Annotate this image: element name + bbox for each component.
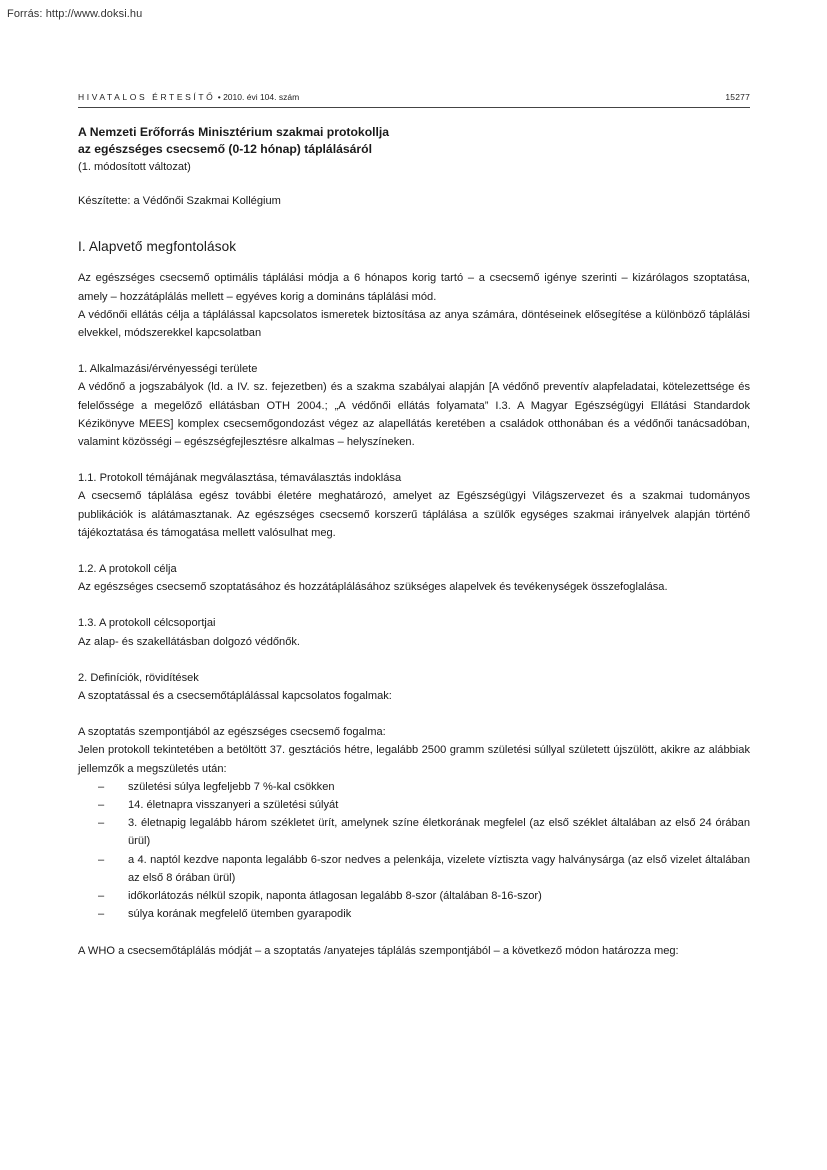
list-item: [78, 905, 750, 923]
running-header: [78, 92, 750, 102]
issue-number: 2010. évi 104. szám: [223, 92, 300, 102]
paragraph: A csecsemő táplálása egész további életére meghatározó, amelyet az Egészségügyi Világszervezet és a szakmai tudományos publikációk is alátámasztanak. Az egészséges csecsemő korszerű táplálása a szülők egységes szakmai irányelvek alapján történő tájékoztatása és támogatása mellett valósulhat meg.: [78, 490, 750, 539]
document-page: [78, 92, 750, 960]
definition-heading: A szoptatás szempontjából az egészséges csecsemő fogalma:: [78, 726, 386, 739]
author-line: Készítette: a Védőnői Szakmai Kollégium: [78, 195, 281, 208]
document-title: [78, 124, 750, 158]
list-item: [78, 851, 750, 887]
list-item-text: időkorlátozás nélkül szopik, naponta átlagosan legalább 8-szor (általában 8-16-szor): [128, 890, 542, 903]
version-note: (1. módosított változat): [78, 161, 191, 173]
list-item-text: súlya korának megfelelő ütemben gyarapodik: [128, 908, 352, 921]
subsection-heading: 1.3. A protokoll célcsoportjai: [78, 617, 216, 630]
page-number: 15277: [725, 92, 750, 102]
list-item-text: születési súlya legfeljebb 7 %-kal csökken: [128, 780, 335, 793]
header-bullet: •: [217, 92, 221, 102]
list-item-text: 3. életnapig legalább három székletet ürít, amelynek színe életkorának megfelel (az első széklet általában az első 24 órában ürül): [128, 817, 750, 848]
paragraph: A védőnő a jogszabályok (ld. a IV. sz. fejezetben) és a szakma szabályai alapján [A védőnő preventív alapfeladatai, kötelezettsége és felelőssége a megelőző ellátásban OTH 2004.; „A védőnői ellátás folyamata” I.3. A Magyar Egészségügyi Ellátási Standardok Kézikönyve MEES] komplex csecsemőgondozást végez az alapellátás keretében a családok otthonában és a védőnői tanácsadóban, valamint közösségi – egészségfejlesztésre alkalmas – helyszíneken.: [78, 381, 750, 449]
dash-bullet: –: [98, 908, 105, 921]
subsection-heading: 1. Alkalmazási/érvényességi területe: [78, 363, 258, 376]
paragraph: Az alap- és szakellátásban dolgozó védőnők.: [78, 635, 301, 648]
closing-paragraph: A WHO a csecsemőtáplálás módját – a szoptatás /anyatejes táplálás szempontjából – a következő módon határozza meg:: [78, 944, 679, 957]
list-item: [78, 778, 750, 796]
list-item: [78, 796, 750, 814]
paragraph: A védőnői ellátás célja a táplálással kapcsolatos ismeretek biztosítása az anya számára, döntéseinek elősegítése a különböző táplálási elvekkel, módszerekkel kapcsolatban: [78, 308, 750, 340]
paragraph: Az egészséges csecsemő szoptatásához és hozzátáplálásához szükséges alapelvek és tevékenységek összefoglalása.: [78, 581, 668, 594]
title-line-2: az egészséges csecsemő (0-12 hónap) táplálásáról: [78, 142, 372, 156]
source-url: Forrás: http://www.doksi.hu: [7, 8, 143, 20]
dash-bullet: –: [98, 890, 105, 903]
criteria-list: [78, 778, 750, 924]
paragraph: Jelen protokoll tekintetében a betöltött 37. gesztációs hétre, legalább 2500 gramm születési súllyal született újszülött, akikre az alábbiak jellemzők a megszületés után:: [78, 744, 750, 775]
dash-bullet: –: [98, 817, 105, 830]
subsection-heading: 2. Definíciók, rövidítések: [78, 671, 199, 684]
list-item-text: a 4. naptól kezdve naponta legalább 6-szor nedves a pelenkája, vizelete víztiszta vagy halványsárga (az első vizelet általában az első 8 órában ürül): [128, 853, 750, 884]
paragraph: Az egészséges csecsemő optimális táplálási módja a 6 hónapos korig tartó – a csecsemő igénye szerinti – kizárólagos szoptatása, amely – hozzátáplálás mellett – egyéves korig a domináns táplálási mód.: [78, 272, 750, 303]
list-item: [78, 814, 750, 850]
subsection-heading: 1.2. A protokoll célja: [78, 563, 177, 576]
dash-bullet: –: [98, 853, 105, 866]
list-item-text: 14. életnapra visszanyeri a születési súlyát: [128, 799, 339, 812]
title-line-1: A Nemzeti Erőforrás Minisztérium szakmai protokollja: [78, 125, 390, 139]
journal-name: HIVATALOS ÉRTESÍTŐ: [78, 92, 216, 102]
dash-bullet: –: [98, 780, 105, 793]
dash-bullet: –: [98, 799, 105, 812]
paragraph: A szoptatással és a csecsemőtáplálással kapcsolatos fogalmak:: [78, 690, 392, 703]
header-left: [78, 92, 299, 102]
subsection-heading: 1.1. Protokoll témájának megválasztása, témaválasztás indoklása: [78, 472, 402, 485]
header-rule: [78, 107, 750, 108]
list-item: [78, 887, 750, 905]
section-heading: I. Alapvető megfontolások: [78, 239, 237, 255]
